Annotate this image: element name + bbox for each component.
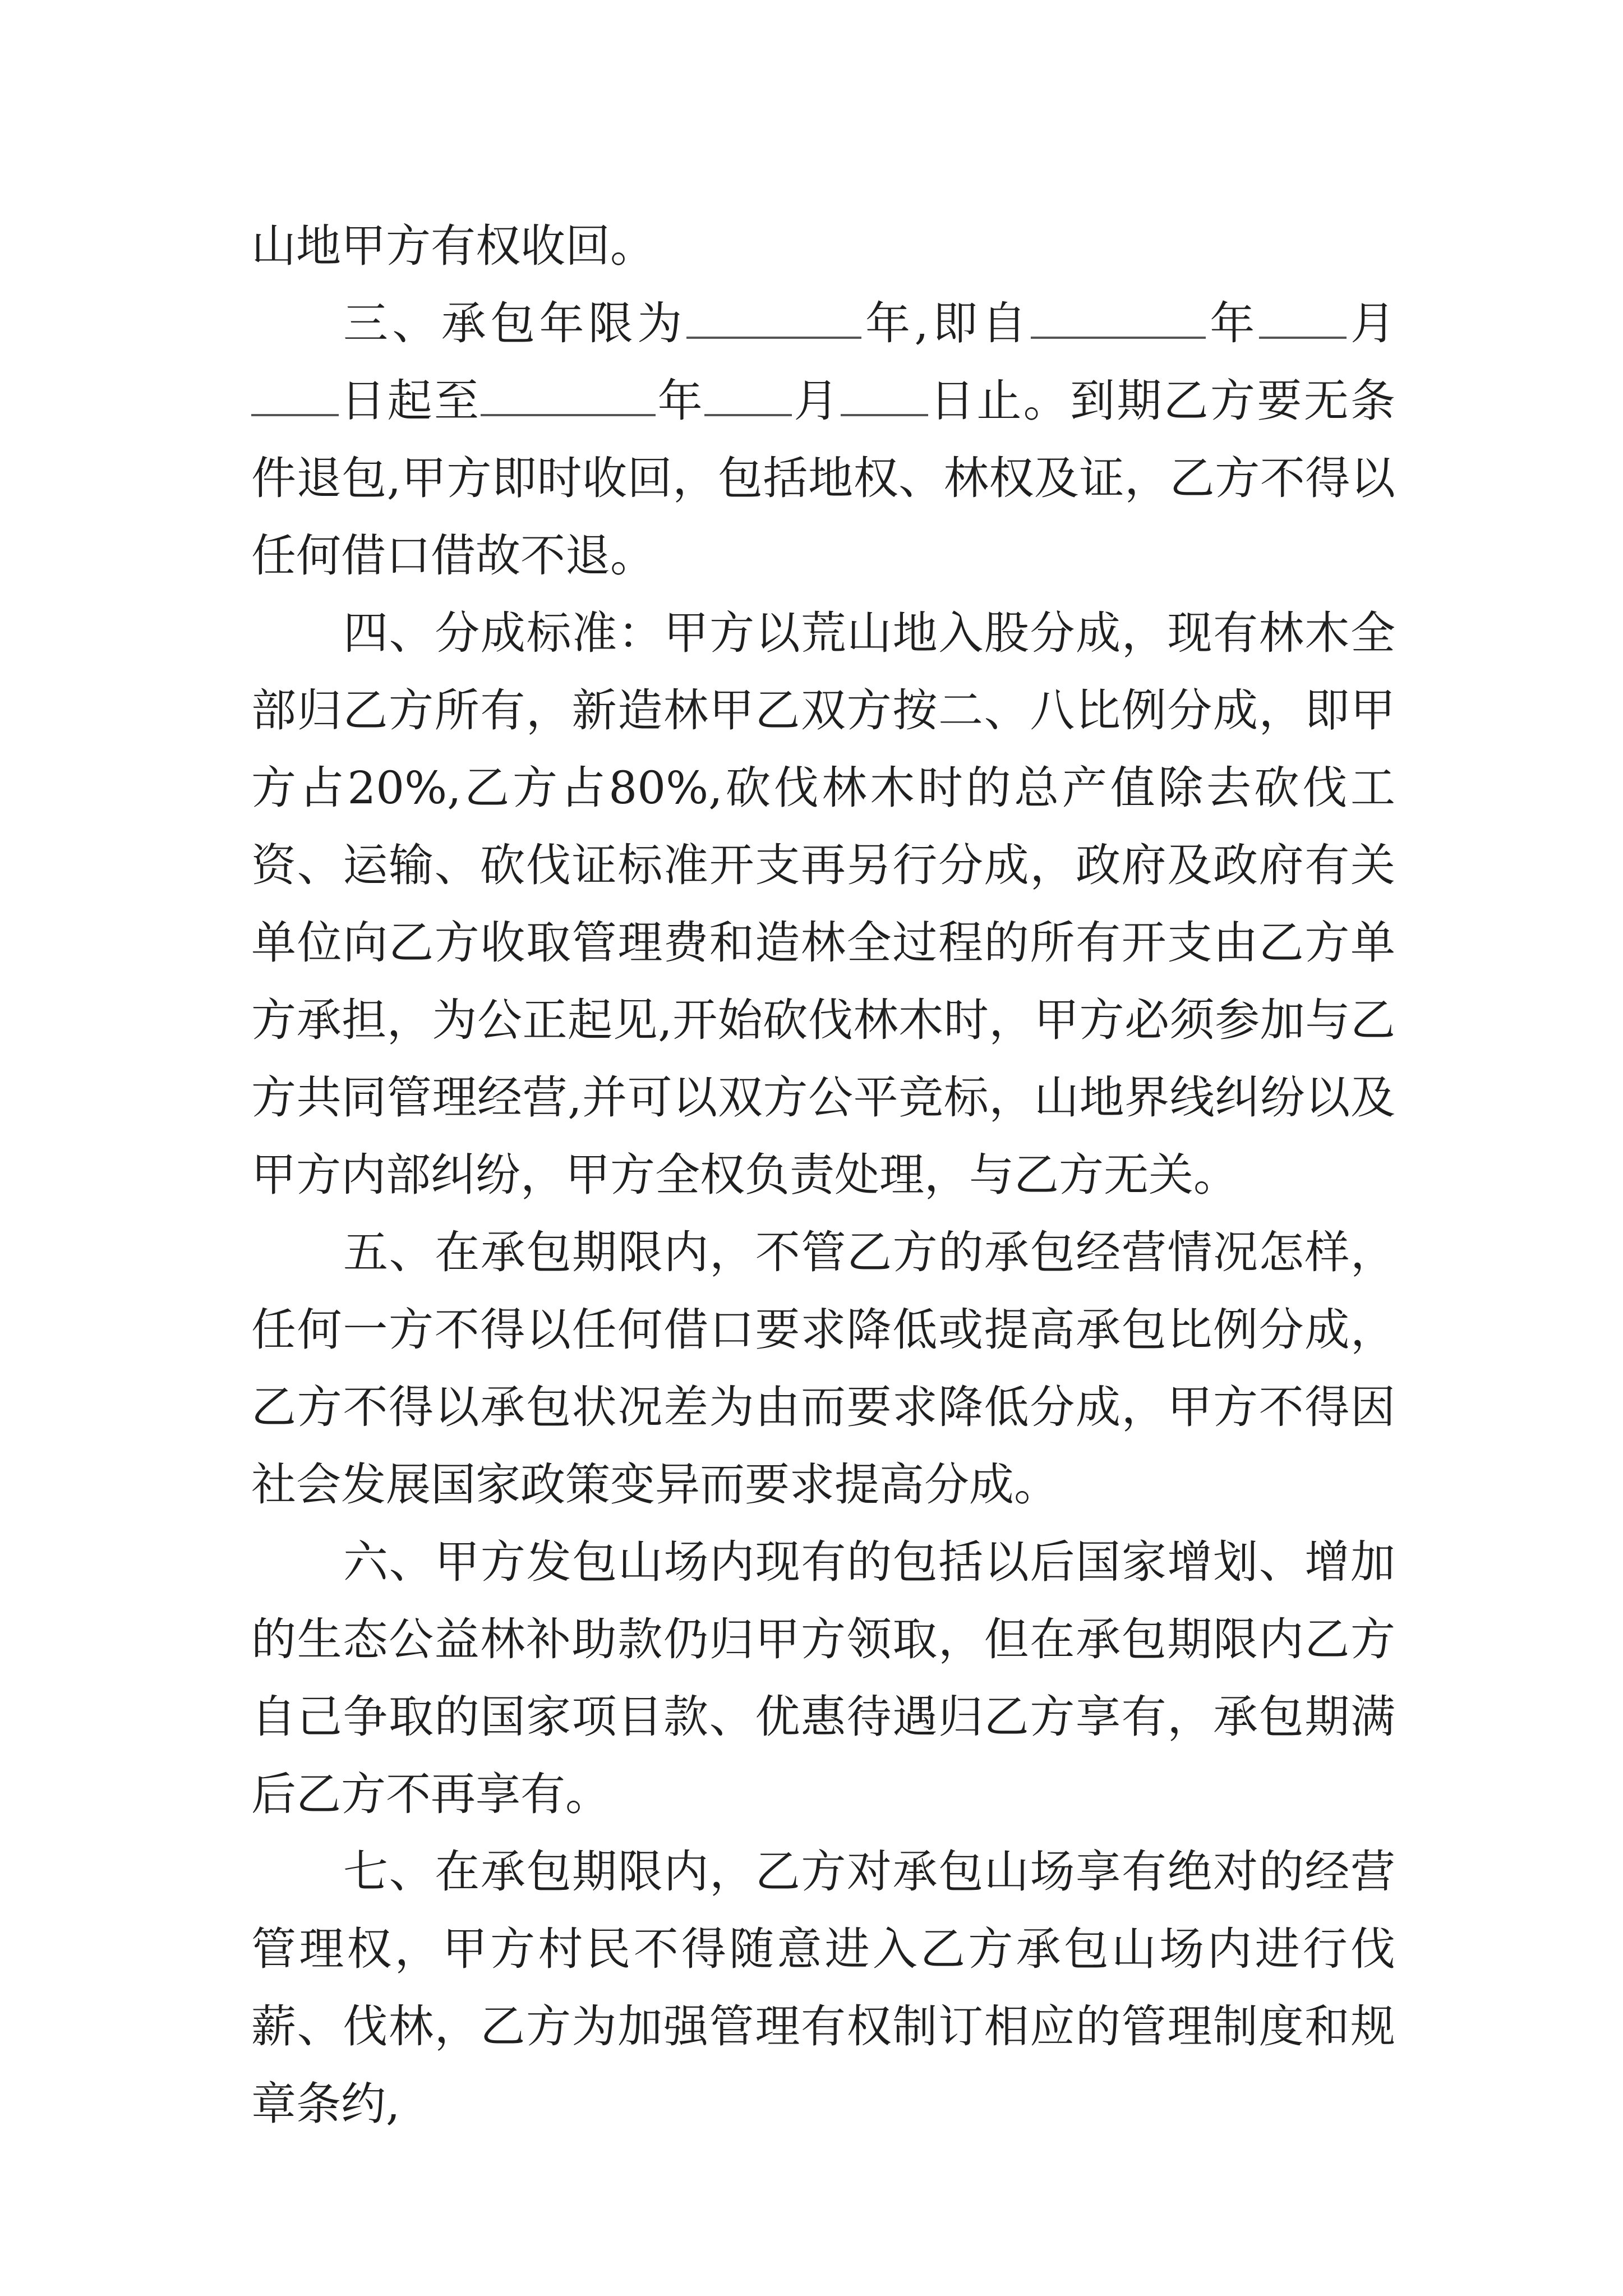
blank-start-month — [1259, 289, 1347, 339]
blank-end-year — [481, 367, 656, 416]
clause3-text-6: 年 — [656, 375, 705, 427]
blank-end-day — [841, 367, 928, 416]
clause3-text-8: 日止。到期乙方要无条件退包,甲方即时收回，包括地权、林权及证，乙方不得以任何借口借故不退。 — [251, 375, 1396, 582]
clause5-text: 五、在承包期限内，不管乙方的承包经营情况怎样，任何一方不得以任何借口要求降低或提高承包比例分成，乙方不得以承包状况差为由而要求降低分成，甲方不得因社会发展国家政策变异而要求提高分成。 — [251, 1226, 1395, 1511]
clause3-text-4: 月 — [1346, 297, 1396, 349]
blank-start-day — [251, 367, 339, 416]
blank-end-month — [704, 367, 792, 416]
clause3-text-1: 三、承包年限为 — [343, 297, 686, 349]
clause3-text-3: 年 — [1205, 297, 1259, 349]
continuation-text: 山地甲方有权收回。 — [251, 220, 655, 272]
paragraph-continuation — [251, 208, 1395, 285]
blank-start-year — [1031, 289, 1206, 339]
paragraph-clause-4 — [251, 595, 1395, 1214]
clause7-text: 七、在承包期限内，乙方对承包山场享有绝对的经营管理权，甲方村民不得随意进入乙方承包山场内进行伐薪、伐林，乙方为加强管理有权制订相应的管理制度和规章条约, — [251, 1846, 1395, 2130]
paragraph-clause-3 — [251, 285, 1395, 595]
contract-body — [251, 208, 1395, 2143]
paragraph-clause-7 — [251, 1833, 1395, 2143]
paragraph-clause-6 — [251, 1524, 1395, 1833]
paragraph-clause-5 — [251, 1214, 1395, 1524]
clause3-text-7: 月 — [792, 375, 841, 427]
clause3-text-2: 年,即自 — [861, 297, 1031, 349]
clause4-text: 四、分成标准：甲方以荒山地入股分成，现有林木全部归乙方所有，新造林甲乙双方按二、八比例分成，即甲方占20%,乙方占80%,砍伐林木时的总产值除去砍伐工资、运输、砍伐证标准开支再另行分成，政府及政府有关单位向乙方收取管理费和造林全过程的所有开支由乙方单方承担，为公正起见,开始砍伐林木时，甲方必须参加与乙方共同管理经营,并可以双方公平竞标，山地界线纠纷以及甲方内部纠纷，甲方全权负责处理，与乙方无关。 — [251, 607, 1395, 1201]
clause3-text-5: 日起至 — [339, 375, 481, 427]
blank-years — [686, 289, 861, 339]
clause6-text: 六、甲方发包山场内现有的包括以后国家增划、增加的生态公益林补助款仍归甲方领取，但在承包期限内乙方自己争取的国家项目款、优惠待遇归乙方享有，承包期满后乙方不再享有。 — [251, 1536, 1395, 1820]
